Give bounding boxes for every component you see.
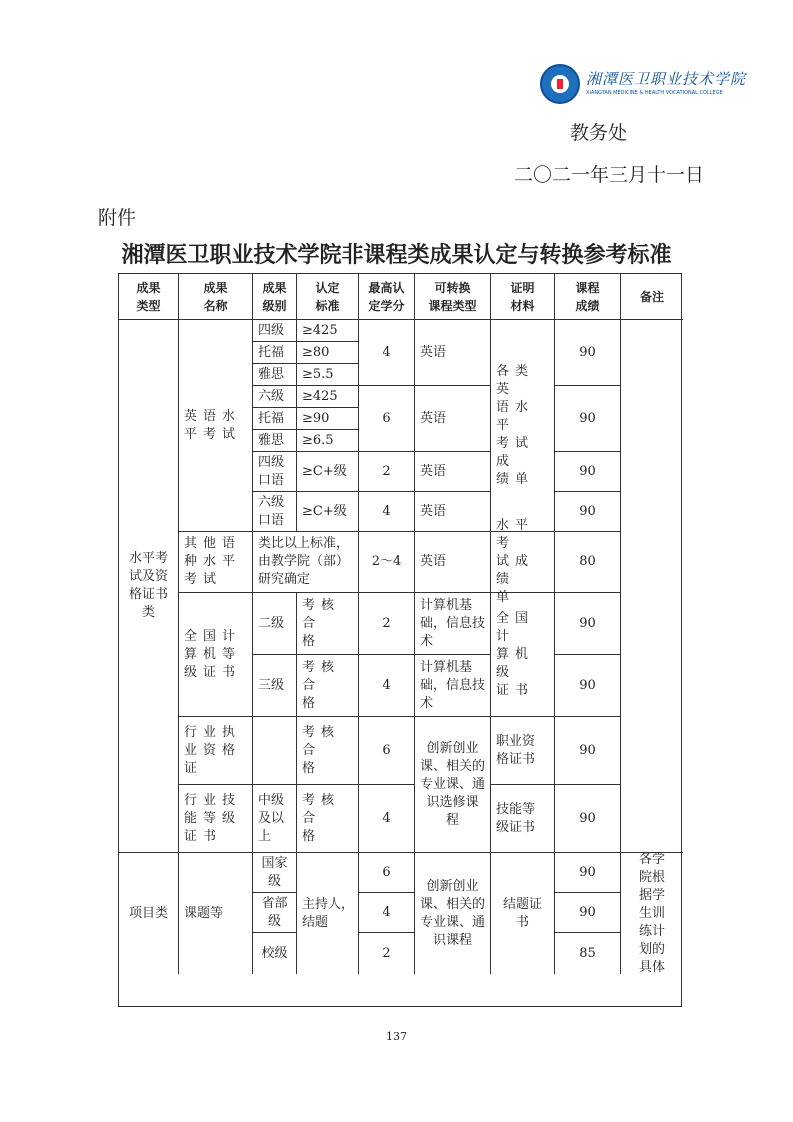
score-cell: 90 xyxy=(555,593,621,655)
score-cell: 90 xyxy=(555,853,621,893)
credit-cell: 4 xyxy=(359,320,415,386)
standard-cell: ≥C+级 xyxy=(297,452,359,492)
level-cell: 托福 xyxy=(253,408,297,430)
standard-cell: ≥5.5 xyxy=(297,364,359,386)
issue-date: 二〇二一年三月十一日 xyxy=(514,164,705,186)
proof-cell: 结题证 书 xyxy=(491,853,555,974)
credit-cell: 4 xyxy=(359,655,415,717)
course-cell: 英语 xyxy=(415,452,491,492)
type-project-cell: 项目类 xyxy=(119,853,179,974)
score-cell: 90 xyxy=(555,492,621,532)
credit-cell: 2～4 xyxy=(359,532,415,593)
college-logo xyxy=(540,64,747,108)
course-cell: 英语 xyxy=(415,386,491,452)
standard-cell: ≥425 xyxy=(297,320,359,342)
score-cell: 90 xyxy=(555,893,621,933)
issuing-office: 教务处 xyxy=(570,122,628,144)
remarks-cell: 各学 院根 据学 生训 练计 划的 具体 xyxy=(638,851,665,975)
type-cert-cell: 水平考 试及资 格证书 类 xyxy=(119,320,179,853)
proof-cell: 水平考 试成绩 单 xyxy=(491,532,555,593)
standard-cell: 考核合 格 xyxy=(297,593,359,655)
course-cell: 英语 xyxy=(415,492,491,532)
project-name: 课题等 xyxy=(179,853,253,974)
level-cell: 中级 及以 上 xyxy=(253,785,297,853)
other-language-name: 其他语 种水平 考试 xyxy=(179,532,253,593)
course-cell: 创新创业 课、相关的 专业课、通 识选修课 程 xyxy=(415,717,491,853)
standard-cell: ≥6.5 xyxy=(297,430,359,452)
logo-emblem-icon xyxy=(540,64,580,104)
score-cell: 90 xyxy=(555,386,621,452)
standard-cell: 考核合 格 xyxy=(297,655,359,717)
level-cell: 六级 xyxy=(253,386,297,408)
level-cell: 省部 级 xyxy=(253,893,297,933)
skill-cert-name: 行业技 能等级 证书 xyxy=(179,785,253,853)
standard-cell: 考核合 格 xyxy=(297,717,359,785)
credit-cell: 4 xyxy=(359,785,415,853)
computer-cert-name: 全国计 算机等 级证书 xyxy=(179,593,253,717)
logo-name: 湘潭医卫职业技术学院 xyxy=(586,70,747,88)
header-cell: 证明 材料 xyxy=(491,274,555,320)
standard-cell: 类比以上标准，由教学院（部）研究确定 xyxy=(253,532,359,593)
proof-cell: 职业资 格证书 xyxy=(491,717,555,785)
header-cell: 备注 xyxy=(621,274,683,320)
course-cell: 计算机基 础，信息技 术 xyxy=(415,655,491,717)
logo-subtitle: XIANGTAN MEDICINE & HEALTH VOCATIONAL COLLEGE xyxy=(586,90,723,96)
score-cell: 90 xyxy=(555,785,621,853)
credit-cell: 2 xyxy=(359,452,415,492)
remarks-cell-empty xyxy=(621,320,683,853)
header-cell: 成果 名称 xyxy=(179,274,253,320)
level-cell: 四级 口语 xyxy=(253,452,297,492)
industry-cert-name: 行业执 业资格 证 xyxy=(179,717,253,785)
level-cell: 雅思 xyxy=(253,364,297,386)
credit-cell: 6 xyxy=(359,853,415,893)
standard-cell: 主持人， 结题 xyxy=(297,853,359,974)
standard-cell: ≥90 xyxy=(297,408,359,430)
proof-cell: 技能等 级证书 xyxy=(491,785,555,853)
credit-cell: 6 xyxy=(359,717,415,785)
level-cell: 六级 口语 xyxy=(253,492,297,532)
level-cell-empty xyxy=(253,717,297,785)
level-cell: 三级 xyxy=(253,655,297,717)
credit-cell: 2 xyxy=(359,593,415,655)
credit-cell: 6 xyxy=(359,386,415,452)
english-exam-name: 英语水 平考试 xyxy=(179,320,253,532)
standard-cell: ≥C+级 xyxy=(297,492,359,532)
standard-cell: ≥80 xyxy=(297,342,359,364)
header-cell: 成果 类型 xyxy=(119,274,179,320)
score-cell: 85 xyxy=(555,933,621,974)
level-cell: 四级 xyxy=(253,320,297,342)
page-number: 137 xyxy=(386,1030,407,1043)
score-cell: 90 xyxy=(555,717,621,785)
level-cell: 雅思 xyxy=(253,430,297,452)
document-title: 湘潭医卫职业技术学院非课程类成果认定与转换参考标准 xyxy=(121,243,672,268)
header-cell: 最高认 定学分 xyxy=(359,274,415,320)
proof-cell: 全国计 算机级 证书 xyxy=(491,593,555,717)
attachment-label: 附件 xyxy=(98,207,137,229)
standards-table xyxy=(118,273,682,1007)
score-cell: 90 xyxy=(555,320,621,386)
header-cell: 认定 标准 xyxy=(297,274,359,320)
level-cell: 二级 xyxy=(253,593,297,655)
credit-cell: 2 xyxy=(359,933,415,974)
course-cell: 英语 xyxy=(415,320,491,386)
proof-cell: 各类英 语水平 考试成 绩单 xyxy=(491,320,555,532)
score-cell: 90 xyxy=(555,452,621,492)
header-cell: 成果 级别 xyxy=(253,274,297,320)
header-cell: 课程 成绩 xyxy=(555,274,621,320)
level-cell: 国家 级 xyxy=(253,853,297,893)
header-cell: 可转换 课程类型 xyxy=(415,274,491,320)
score-cell: 80 xyxy=(555,532,621,593)
credit-cell: 4 xyxy=(359,492,415,532)
course-cell: 英语 xyxy=(415,532,491,593)
score-cell: 90 xyxy=(555,655,621,717)
course-cell: 创新创业 课、相关的 专业课、通 识课程 xyxy=(415,853,491,974)
standard-cell: ≥425 xyxy=(297,386,359,408)
credit-cell: 4 xyxy=(359,893,415,933)
standard-cell: 考核合 格 xyxy=(297,785,359,853)
level-cell: 校级 xyxy=(253,933,297,974)
course-cell: 计算机基 础，信息技 术 xyxy=(415,593,491,655)
level-cell: 托福 xyxy=(253,342,297,364)
